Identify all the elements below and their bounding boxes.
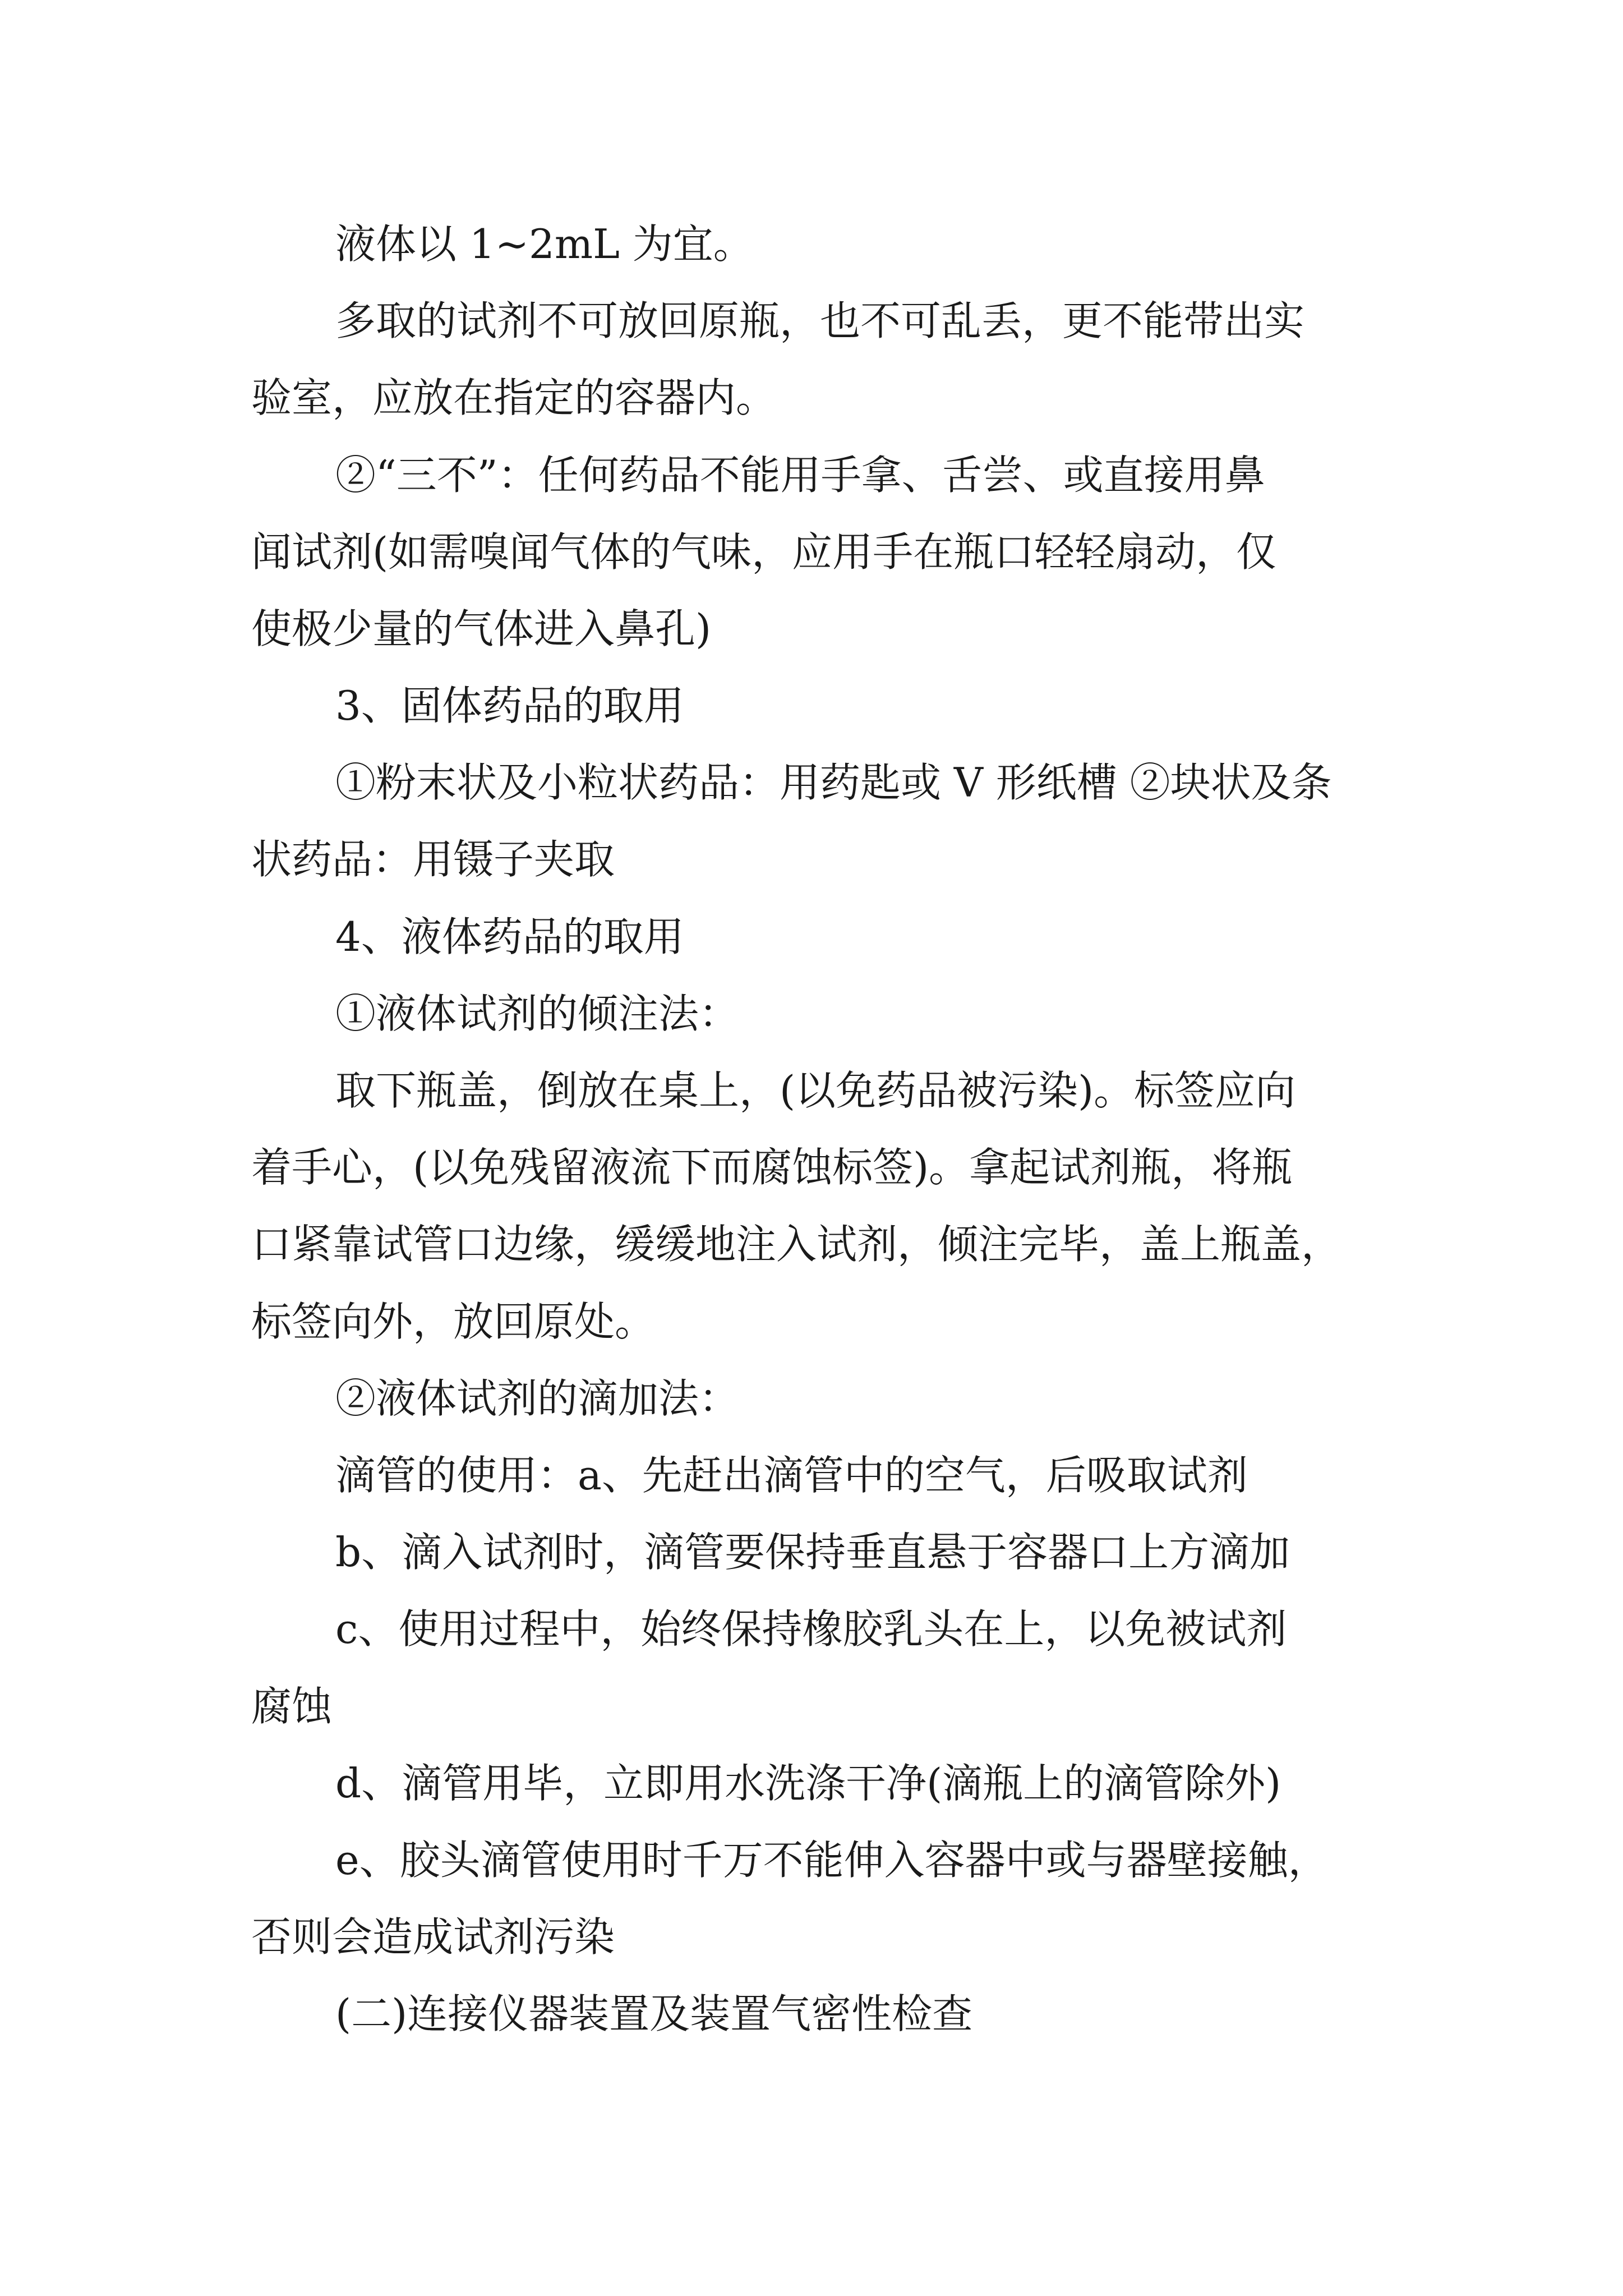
text-line-11: ①液体试剂的倾注法： <box>335 990 740 1037</box>
text-line-13: 着手心，(以免残留液流下而腐蚀标签)。拿起试剂瓶，将瓶 <box>251 1144 1293 1191</box>
text-line-2: 多取的试剂不可放回原瓶，也不可乱丢，更不能带出实 <box>335 297 1305 344</box>
text-line-15: 标签向外，放回原处。 <box>251 1298 656 1345</box>
text-line-23: 否则会造成试剂污染 <box>251 1913 615 1961</box>
text-line-18: b、滴入试剂时，滴管要保持垂直悬于容器口上方滴加 <box>335 1529 1290 1576</box>
text-line-1: 液体以 1~2mL 为宜。 <box>335 220 754 268</box>
text-line-6: 使极少量的气体进入鼻孔) <box>251 605 712 652</box>
text-line-24: (二)连接仪器装置及装置气密性检查 <box>335 1990 973 2037</box>
text-line-14: 口紧靠试管口边缘，缓缓地注入试剂，倾注完毕，盖上瓶盖， <box>251 1221 1342 1268</box>
text-line-10: 4、液体药品的取用 <box>335 913 684 960</box>
text-line-20: 腐蚀 <box>251 1683 333 1730</box>
text-line-12: 取下瓶盖，倒放在桌上，(以免药品被污染)。标签应向 <box>335 1067 1296 1114</box>
text-line-19: c、使用过程中，始终保持橡胶乳头在上，以免被试剂 <box>335 1605 1287 1653</box>
text-line-22: e、胶头滴管使用时千万不能伸入容器中或与器壁接触， <box>335 1837 1329 1884</box>
text-line-5: 闻试剂(如需嗅闻气体的气味，应用手在瓶口轻轻扇动，仅 <box>251 528 1277 576</box>
text-line-8: ①粉末状及小粒状药品：用药匙或 V 形纸槽 ②块状及条 <box>335 759 1332 806</box>
text-line-3: 验室，应放在指定的容器内。 <box>251 374 777 421</box>
text-line-17: 滴管的使用：a、先赶出滴管中的空气，后吸取试剂 <box>335 1452 1248 1499</box>
text-line-7: 3、固体药品的取用 <box>335 682 684 729</box>
text-line-16: ②液体试剂的滴加法： <box>335 1375 740 1422</box>
text-line-9: 状药品：用镊子夹取 <box>251 836 615 883</box>
text-line-4: ②“三不”：任何药品不能用手拿、舌尝、或直接用鼻 <box>335 452 1265 499</box>
text-line-21: d、滴管用毕，立即用水洗涤干净(滴瓶上的滴管除外) <box>335 1760 1281 1807</box>
